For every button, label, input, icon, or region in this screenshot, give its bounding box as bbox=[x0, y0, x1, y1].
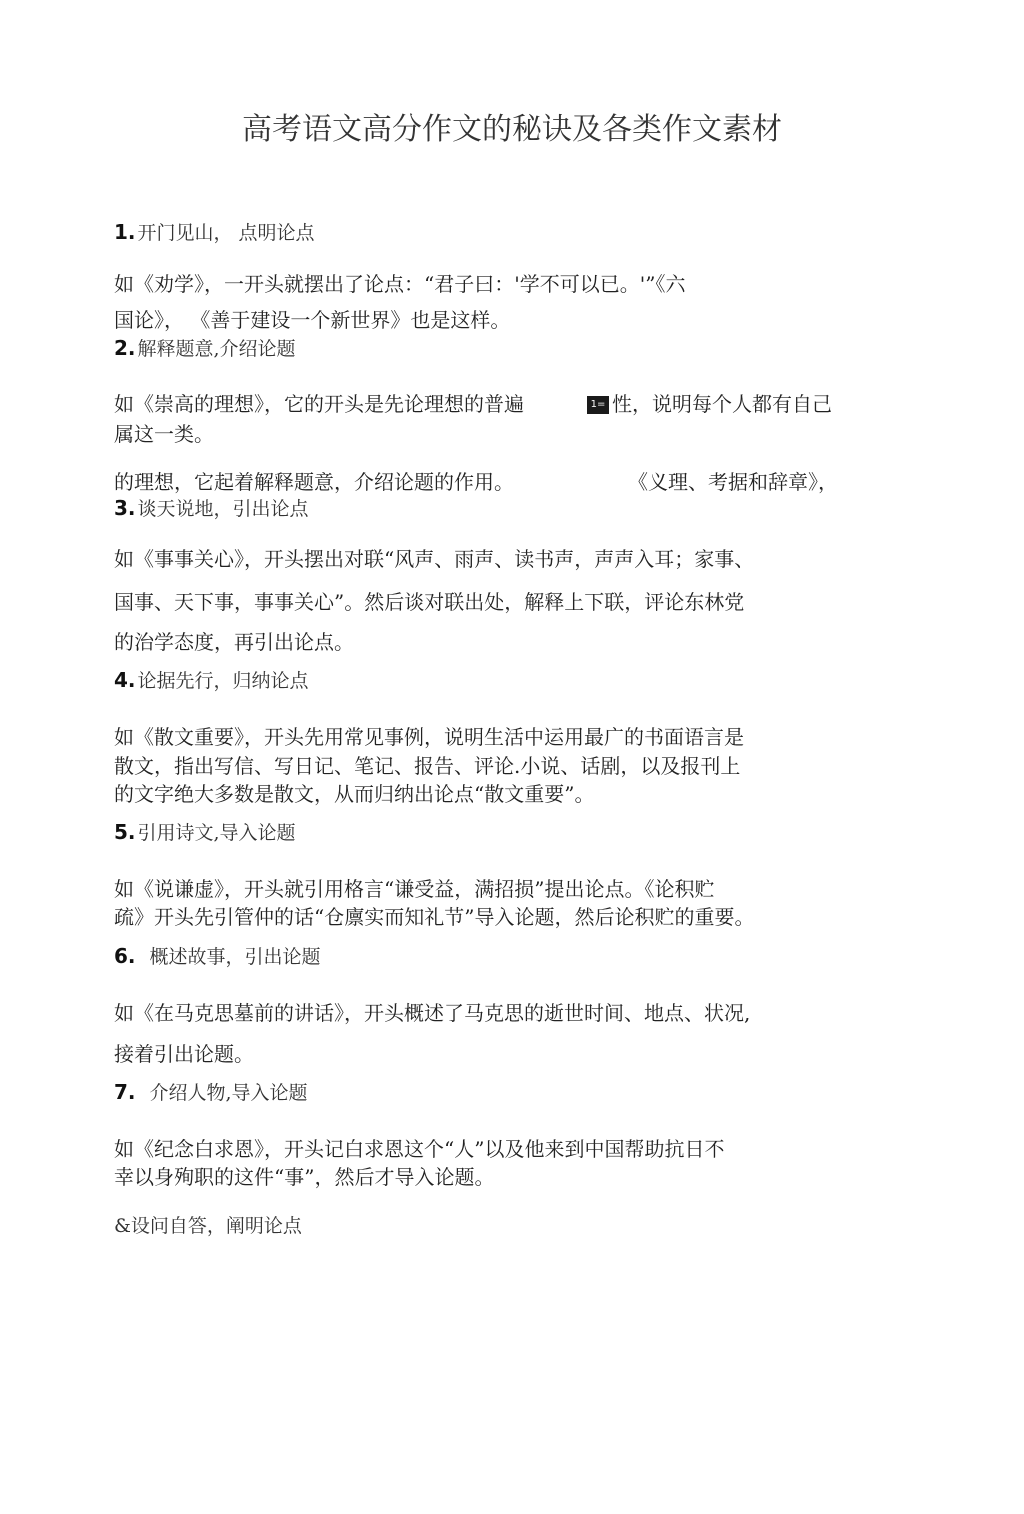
paragraph-line: 属这一类。 bbox=[114, 422, 214, 446]
paragraph-line: 的治学态度，再引出论点。 bbox=[114, 630, 354, 654]
section-heading-text: 谈天说地，引出论点 bbox=[137, 498, 309, 520]
section-heading-text: 介绍人物,导入论题 bbox=[149, 1082, 308, 1104]
page-title: 高考语文高分作文的秘诀及各类作文素材 bbox=[242, 112, 782, 147]
paragraph-line: 如《在马克思墓前的讲话》，开头概述了马克思的逝世时间、地点、状况, bbox=[114, 1001, 751, 1025]
inline-marker-badge: 1= bbox=[587, 396, 609, 414]
paragraph-line: 散文，指出写信、写日记、笔记、报告、评论.小说、话剧，以及报刊上 bbox=[114, 754, 741, 778]
section-heading-1 bbox=[114, 218, 315, 245]
paragraph-line: 接着引出论题。 bbox=[114, 1042, 254, 1066]
paragraph-line: 国事、天下事，事事关心”。然后谈对联出处，解释上下联，评论东林党 bbox=[114, 590, 745, 614]
section-number: 3. bbox=[114, 496, 136, 520]
section-number: 5. bbox=[114, 820, 136, 844]
paragraph-line: 如《劝学》，一开头就摆出了论点：“君子曰：'学不可以已。'”《六 bbox=[114, 272, 686, 296]
section-heading-text: 论据先行，归纳论点 bbox=[137, 670, 309, 692]
section-heading-6 bbox=[114, 942, 321, 969]
section-heading-text: 引用诗文,导入论题 bbox=[137, 822, 296, 844]
section-heading-text: 概述故事，引出论题 bbox=[149, 946, 321, 968]
paragraph-line: 性，说明每个人都有自己 bbox=[612, 392, 832, 416]
paragraph-line: 的文字绝大多数是散文，从而归纳出论点“散文重要”。 bbox=[114, 782, 595, 806]
paragraph-line: 的理想，它起着解释题意，介绍论题的作用。 bbox=[114, 470, 514, 494]
section-heading-5 bbox=[114, 818, 296, 845]
paragraph-line: 如《散文重要》，开头先用常见事例，说明生活中运用最广的书面语言是 bbox=[114, 725, 744, 749]
section-heading-text: 设问自答，阐明论点 bbox=[130, 1215, 302, 1237]
paragraph-line: 如《纪念白求恩》，开头记白求恩这个“人”以及他来到中国帮助抗日不 bbox=[114, 1137, 725, 1161]
paragraph-line: 如《说谦虚》，开头就引用格言“谦受益，满招损”提出论点。《论积贮 bbox=[114, 877, 715, 901]
section-heading-text: 解释题意,介绍论题 bbox=[137, 338, 296, 360]
paragraph-line: 疏》开头先引管仲的话“仓廪实而知礼节”导入论题，然后论积贮的重要。 bbox=[114, 905, 755, 929]
section-number: 7. bbox=[114, 1080, 136, 1104]
paragraph-line: 如《崇高的理想》，它的开头是先论理想的普遍 bbox=[114, 392, 524, 416]
section-number: 2. bbox=[114, 336, 136, 360]
section-number: 1. bbox=[114, 220, 136, 244]
paragraph-line: 如《事事关心》，开头摆出对联“风声、雨声、读书声，声声入耳；家事、 bbox=[114, 547, 755, 571]
section-heading-4 bbox=[114, 666, 309, 693]
section-heading-text: 开门见山， 点明论点 bbox=[137, 222, 315, 244]
paragraph-line: 幸以身殉职的这件“事”，然后才导入论题。 bbox=[114, 1165, 495, 1189]
paragraph-line: 国论》， 《善于建设一个新世界》也是这样。 bbox=[114, 308, 511, 332]
section-number: 4. bbox=[114, 668, 136, 692]
section-number: 6. bbox=[114, 944, 136, 968]
section-heading-8 bbox=[114, 1211, 302, 1238]
section-heading-7 bbox=[114, 1078, 308, 1105]
section-heading-2 bbox=[114, 334, 296, 361]
section-heading-3 bbox=[114, 494, 309, 521]
section-number: & bbox=[114, 1215, 131, 1237]
paragraph-line: 《义理、考据和辞章》， bbox=[628, 470, 838, 494]
